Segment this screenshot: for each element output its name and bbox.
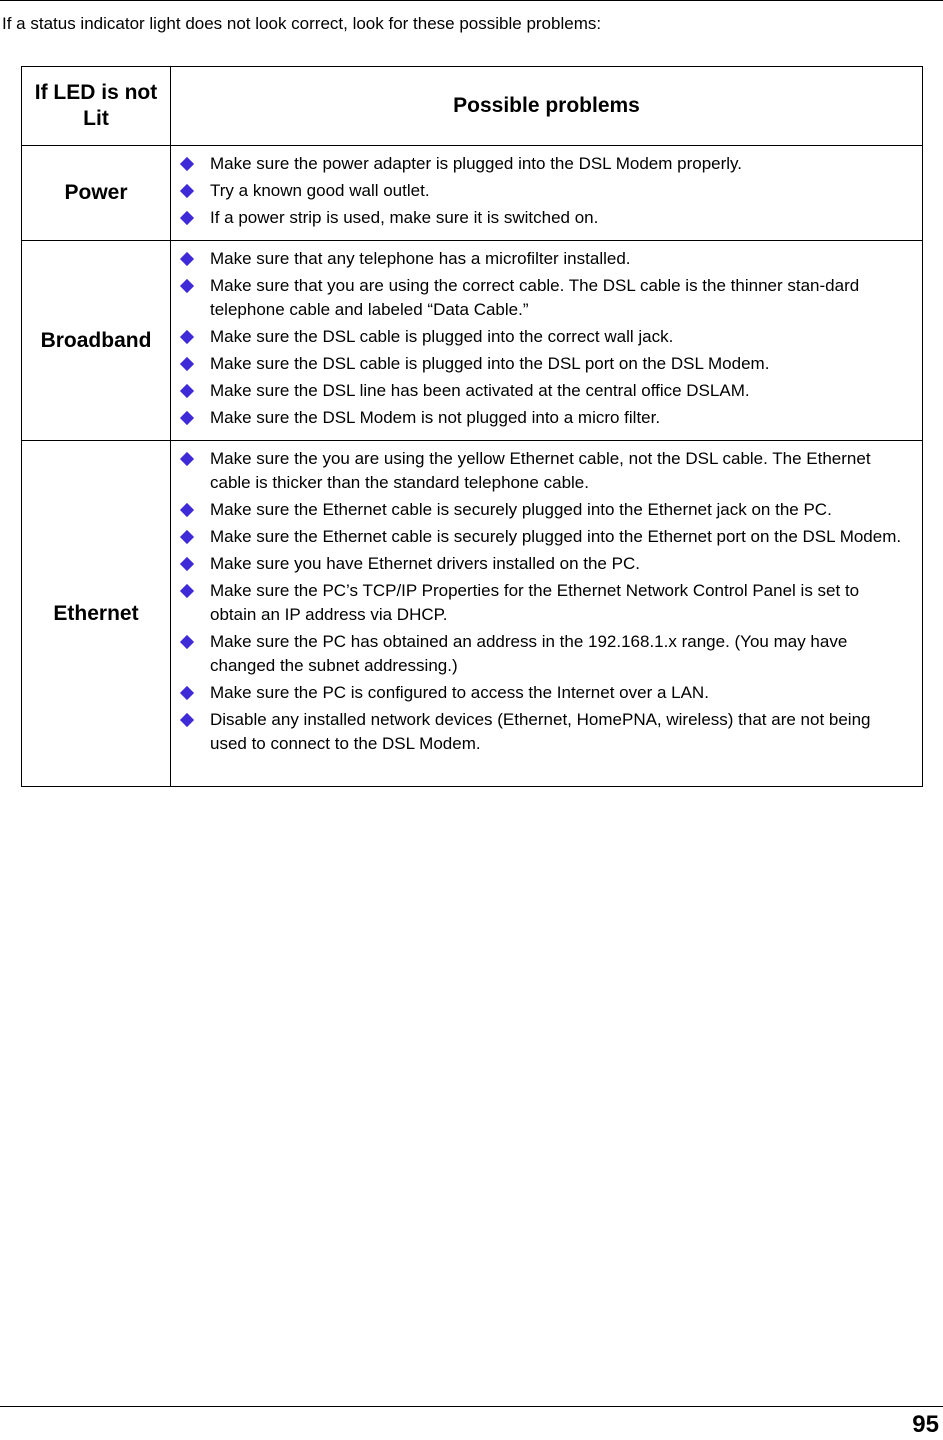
problem-text: Make sure the DSL Modem is not plugged into a micro filter. [210,408,661,427]
problem-text: Make sure the Ethernet cable is securely plugged into the Ethernet port on the DSL Modem. [210,527,902,546]
led-troubleshooting-table [21,66,923,787]
diamond-bullet-icon [180,279,194,293]
problems-cell [171,441,923,787]
diamond-bullet-icon [180,686,194,700]
diamond-bullet-icon [180,452,194,466]
problem-text: Make sure the you are using the yellow Ethernet cable, not the DSL cable. The Ethernet cable is thicker than the standard telephone cable. [210,449,871,492]
problem-text: Make sure that you are using the correct cable. The DSL cable is the thinner stan-dard telephone cable and labeled “Data Cable.” [210,276,860,319]
list-item [180,498,910,522]
list-item [180,552,910,576]
diamond-bullet-icon [180,530,194,544]
problem-text: Make sure the DSL cable is plugged into the correct wall jack. [210,327,674,346]
problem-text: Make sure the PC’s TCP/IP Properties for the Ethernet Network Control Panel is set to obtain an IP address via DHCP. [210,581,860,624]
problem-list [180,447,910,756]
list-item [180,708,910,756]
diamond-bullet-icon [180,330,194,344]
list-item [180,525,910,549]
list-item [180,447,910,495]
list-item [180,274,910,322]
problems-cell [171,241,923,441]
problem-text: Try a known good wall outlet. [210,181,430,200]
table-header-row [22,67,923,146]
problem-text: Make sure the power adapter is plugged into the DSL Modem properly. [210,154,743,173]
table-row [22,241,923,441]
header-problems: Possible problems [171,67,923,146]
led-name-ethernet: Ethernet [22,441,171,787]
problem-text: Make sure the PC has obtained an address in the 192.168.1.x range. (You may have changed the subnet addressing.) [210,632,848,675]
list-item [180,379,910,403]
problem-text: Make sure the DSL line has been activated at the central office DSLAM. [210,381,750,400]
diamond-bullet-icon [180,635,194,649]
problem-text: If a power strip is used, make sure it is switched on. [210,208,599,227]
diamond-bullet-icon [180,184,194,198]
diamond-bullet-icon [180,411,194,425]
page-number: 95 [912,1411,939,1438]
list-item [180,325,910,349]
table-row [22,441,923,787]
problem-text: Make sure that any telephone has a microfilter installed. [210,249,631,268]
list-item [180,630,910,678]
problem-text: Make sure the Ethernet cable is securely plugged into the Ethernet jack on the PC. [210,500,832,519]
problem-text: Make sure the DSL cable is plugged into the DSL port on the DSL Modem. [210,354,770,373]
diamond-bullet-icon [180,252,194,266]
list-item [180,352,910,376]
list-item [180,179,910,203]
led-name-broadband: Broadband [22,241,171,441]
list-item [180,206,910,230]
intro-text: If a status indicator light does not look correct, look for these possible problems: [2,14,602,33]
top-rule [0,0,943,1]
list-item [180,681,910,705]
list-item [180,579,910,627]
list-item [180,152,910,176]
diamond-bullet-icon [180,384,194,398]
problems-cell [171,146,923,241]
list-item [180,406,910,430]
bottom-rule [0,1406,943,1407]
diamond-bullet-icon [180,211,194,225]
problem-text: Make sure the PC is configured to access the Internet over a LAN. [210,683,709,702]
problem-text: Disable any installed network devices (Ethernet, HomePNA, wireless) that are not being used to connect to the DSL Modem. [210,710,871,753]
header-led: If LED is not Lit [22,67,171,146]
problem-list [180,152,910,230]
diamond-bullet-icon [180,157,194,171]
diamond-bullet-icon [180,557,194,571]
diamond-bullet-icon [180,503,194,517]
list-item [180,247,910,271]
problem-text: Make sure you have Ethernet drivers installed on the PC. [210,554,640,573]
table-row [22,146,923,241]
led-name-power: Power [22,146,171,241]
diamond-bullet-icon [180,357,194,371]
diamond-bullet-icon [180,713,194,727]
diamond-bullet-icon [180,584,194,598]
problem-list [180,247,910,430]
